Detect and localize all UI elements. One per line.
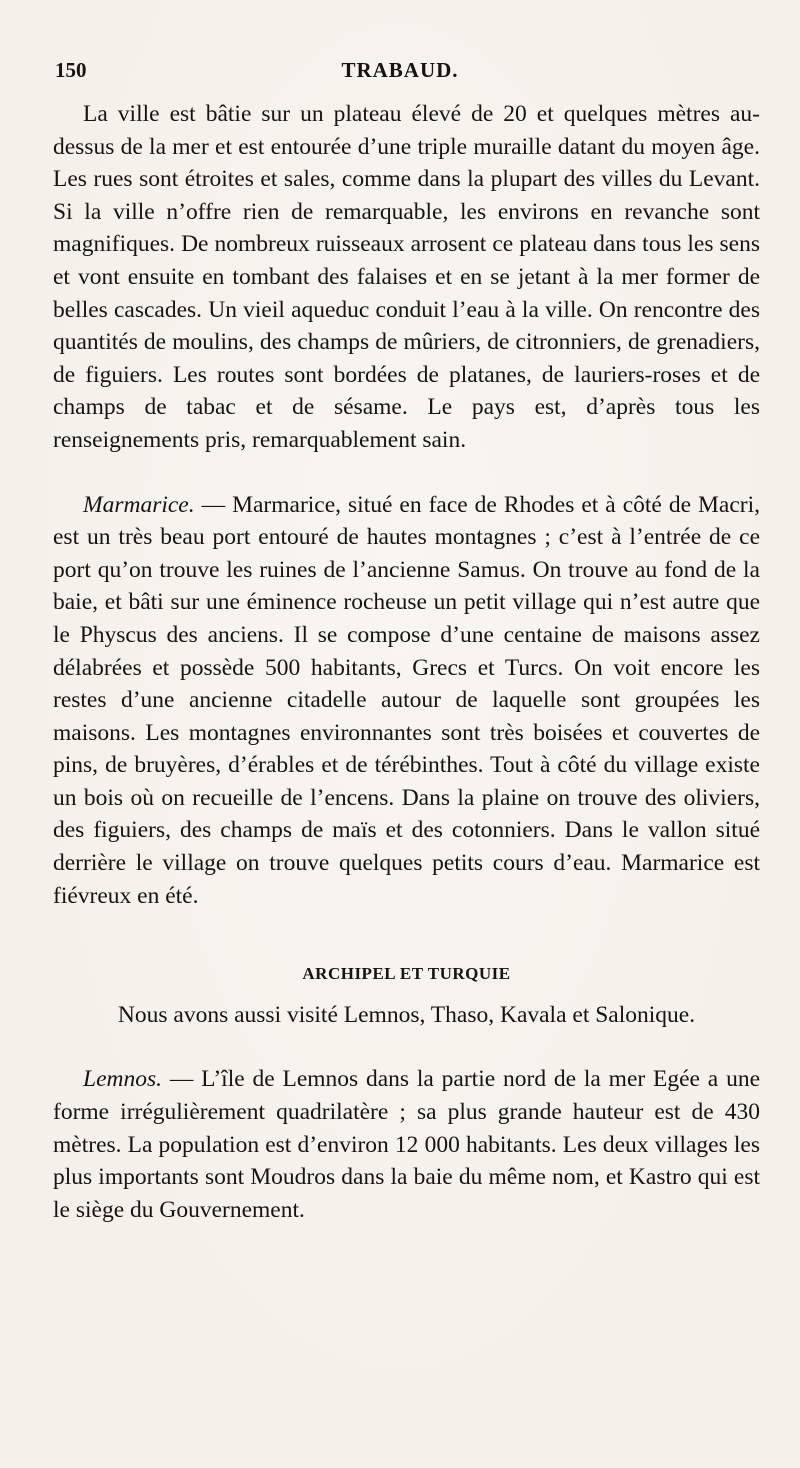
section-heading: ARCHIPEL ET TURQUIE	[302, 964, 511, 984]
running-head	[55, 58, 745, 88]
body-text	[53, 98, 760, 1226]
entry-term-lemnos: Lemnos.	[83, 1066, 162, 1093]
entry-body-lemnos: — L’île de Lemnos dans la partie nord de la mer Egée a une forme irrégulièrement quadrilatère ; sa plus grande hauteur est de 430 mètres. La population est d’environ 12 000 habitants. Les deux villages les plus importants sont Moudros dans la baie du même nom, et Kastro qui est le siège du Gouvernement.	[53, 1066, 760, 1223]
running-title: TRABAUD.	[341, 58, 459, 82]
entry-term-marmarice: Marmarice.	[83, 491, 195, 518]
entry-body-marmarice: — Marmarice, situé en face de Rhodes et à côté de Macri, est un très beau port entouré de hautes montagnes ; c’est à l’entrée de ce port qu’on trouve les ruines de l’ancienne Samus. On trouve au fond de la baie, et bâti sur une éminence rocheuse un petit village qui n’est autre que le Physcus des anciens. Il se compose d’une centaine de maisons assez délabrées et possède 500 habitants, Grecs et Turcs. On voit encore les restes d’une ancienne citadelle autour de laquelle sont groupées les maisons. Les montagnes environnantes sont très boisées et couvertes de pins, de bruyères, d’érables et de térébinthes. Tout à côté du village existe un bois où on recueille de l’encens. Dans la plaine on trouve des oliviers, des figuiers, des champs de maïs et des cotonniers. Dans le vallon situé derrière le village on trouve quelques petits cours d’eau. Marmarice est fiévreux en été.	[53, 491, 760, 909]
page-number: 150	[55, 58, 87, 82]
paragraph-lemnos	[53, 1063, 760, 1226]
paragraph-town: La ville est bâtie sur un plateau élevé de 20 et quelques mètres au-dessus de la mer et est entourée d’une triple muraille datant du moyen âge. Les rues sont étroites et sales, comme dans la plupart des villes du Levant. Si la ville n’offre rien de remarquable, les environs en revanche sont magnifiques. De nombreux ruisseaux arrosent ce plateau dans tous les sens et vont ensuite en tombant des falaises et en se jetant à la mer former de belles cascades. Un vieil aqueduc conduit l’eau à la ville. On rencontre des quantités de moulins, des champs de mûriers, de citronniers, de grenadiers, de figuiers. Les routes sont bordées de platanes, de lauriers-roses et de champs de tabac et de sésame. Le pays est, d’après tous les renseignements pris, remarquablement sain.	[53, 101, 760, 453]
paragraph-marmarice	[53, 489, 760, 913]
section-intro: Nous avons aussi visité Lemnos, Thaso, Kavala et Salonique.	[117, 1001, 696, 1028]
